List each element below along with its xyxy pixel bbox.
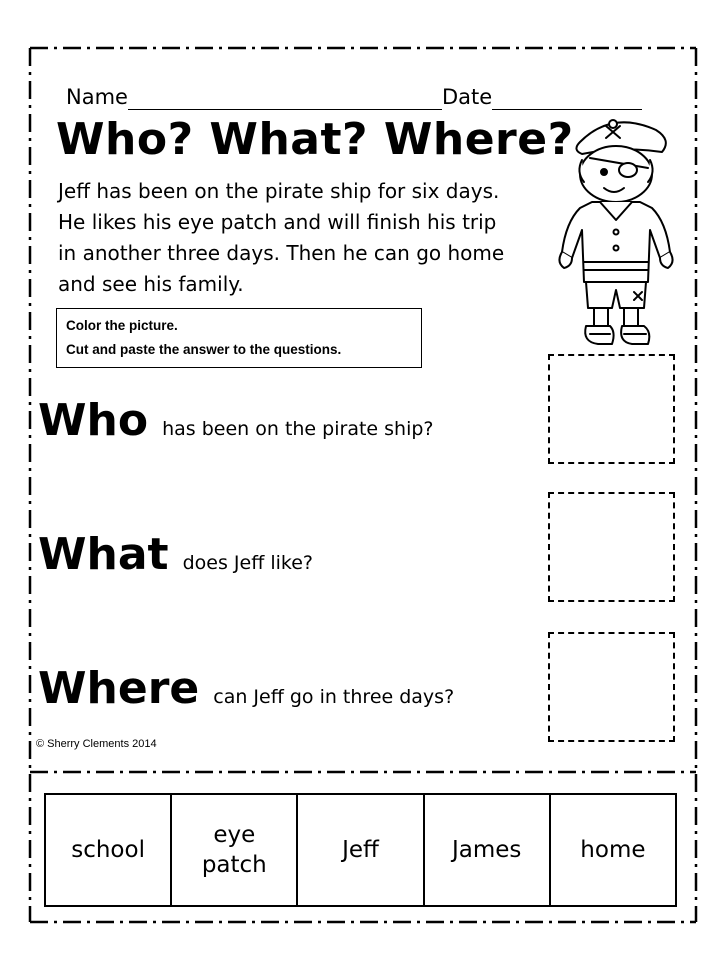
answer-choices-row: [44, 793, 677, 907]
choice-label: school: [71, 837, 145, 863]
answer-choice[interactable]: [551, 795, 675, 905]
question-text: can Jeff go in three days?: [213, 686, 455, 708]
question-word: Where: [38, 663, 200, 714]
question-word: Who: [38, 395, 149, 446]
question-word: What: [38, 529, 169, 580]
question-text: does Jeff like?: [182, 552, 313, 574]
choice-label: Jeff: [342, 837, 379, 863]
story-paragraph: [58, 176, 558, 300]
date-label: Date: [441, 85, 493, 109]
choice-label: James: [452, 837, 522, 863]
story-line: in another three days. Then he can go home: [58, 241, 505, 265]
question-text: has been on the pirate ship?: [162, 418, 434, 440]
choice-label-line2: patch: [201, 852, 267, 878]
answer-choice[interactable]: [172, 795, 298, 905]
instruction-color: Color the picture.: [66, 318, 178, 333]
answer-choice[interactable]: [46, 795, 172, 905]
story-line: He likes his eye patch and will finish his trip: [58, 210, 497, 234]
pirate-boy-icon: [552, 112, 692, 350]
copyright-text: © Sherry Clements 2014: [36, 738, 157, 750]
name-date-line: [66, 84, 642, 110]
question-what: [38, 530, 313, 580]
name-field[interactable]: [128, 89, 442, 110]
story-line: Jeff has been on the pirate ship for six days.: [58, 179, 500, 203]
question-where: [38, 664, 454, 714]
answer-choice[interactable]: [298, 795, 424, 905]
story-line: and see his family.: [58, 272, 244, 296]
date-field[interactable]: [492, 89, 642, 110]
page-title: Who? What? Where?: [56, 114, 574, 165]
choice-label: home: [580, 837, 646, 863]
instructions-box: [56, 308, 422, 368]
answer-box-what[interactable]: [548, 492, 675, 602]
answer-choice[interactable]: [425, 795, 551, 905]
answer-box-who[interactable]: [548, 354, 675, 464]
instruction-cut-paste: Cut and paste the answer to the questions.: [66, 342, 342, 357]
name-label: Name: [66, 85, 128, 109]
question-who: [38, 396, 434, 446]
choice-label: eye: [213, 822, 256, 848]
answer-box-where[interactable]: [548, 632, 675, 742]
